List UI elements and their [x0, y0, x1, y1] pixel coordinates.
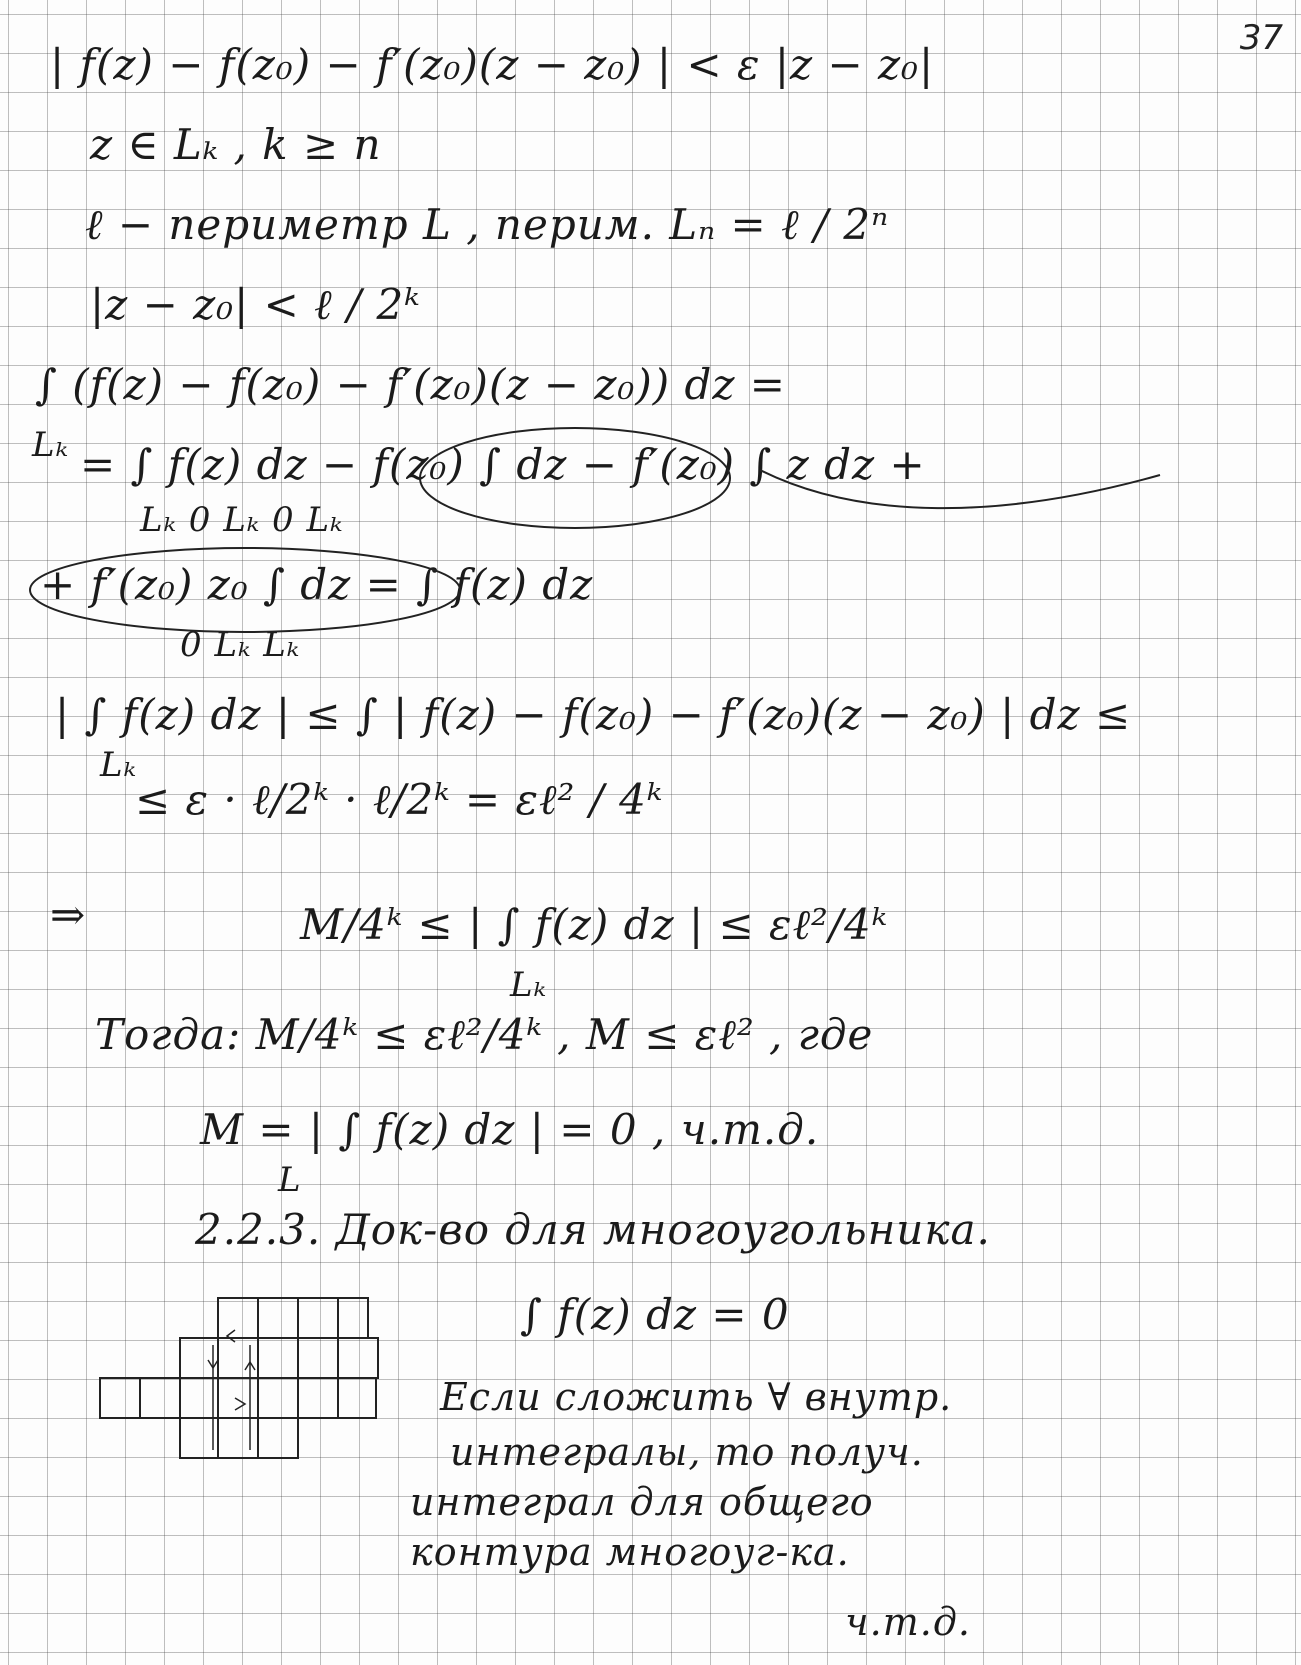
polygon-grid-sketch: [100, 1298, 378, 1458]
line-two-sided-bound-sub: Lₖ: [510, 965, 547, 1005]
cancel-ellipse-2: [30, 548, 460, 632]
line-two-sided-bound: M/4ᵏ ≤ | ∫ f(z) dz | ≤ εℓ²/4ᵏ: [300, 900, 889, 949]
line-integral-expansion-sub: Lₖ: [32, 425, 69, 465]
line-polygon-integral: ∫ f(z) dz = 0: [520, 1290, 790, 1339]
implies-arrow: ⇒: [50, 890, 87, 939]
line-integral-expansion: ∫ (f(z) − f(z₀) − f′(z₀)(z − z₀)) dz =: [35, 360, 786, 409]
line-integral-split-subs: Lₖ 0 Lₖ 0 Lₖ: [140, 500, 344, 540]
line-modulus-bound-sub: Lₖ: [100, 745, 137, 785]
text-line-2: интегралы, то получ.: [450, 1430, 924, 1474]
cancel-curve-1: [760, 470, 1160, 508]
line-estimate: ≤ ε · ℓ/2ᵏ · ℓ/2ᵏ = εℓ² / 4ᵏ: [135, 775, 664, 824]
text-line-1: Если сложить ∀ внутр.: [440, 1375, 953, 1419]
text-line-4: контура многоуг-ка.: [410, 1530, 850, 1574]
text-line-3: интеграл для общего: [410, 1480, 874, 1524]
line-modulus-bound: | ∫ f(z) dz | ≤ ∫ | f(z) − f(z₀) − f′(z₀)(z − z₀) | dz ≤: [55, 690, 1132, 739]
line-conclusion-sub: L: [278, 1160, 302, 1200]
line-perimeter: ℓ − периметр L , перим. Lₙ = ℓ / 2ⁿ: [85, 200, 890, 249]
qed-mark: ч.т.д.: [845, 1600, 971, 1644]
line-integral-split: = ∫ f(z) dz − f(z₀) ∫ dz − f′(z₀) ∫ z dz +: [80, 440, 926, 489]
line-integral-result-subs: 0 Lₖ Lₖ: [180, 625, 301, 665]
section-heading: 2.2.3. Док-во для многоугольника.: [195, 1205, 991, 1254]
line-then: Тогда: M/4ᵏ ≤ εℓ²/4ᵏ , M ≤ εℓ² , где: [95, 1010, 874, 1059]
line-integral-result: + f′(z₀) z₀ ∫ dz = ∫ f(z) dz: [40, 560, 594, 609]
line-distance-bound: |z − z₀| < ℓ / 2ᵏ: [90, 280, 421, 329]
line-inequality: | f(z) − f(z₀) − f′(z₀)(z − z₀) | < ε |z − z₀|: [50, 40, 935, 89]
page-number: 37: [1239, 18, 1283, 58]
line-z-in-lk: z ∈ Lₖ , k ≥ n: [90, 120, 382, 169]
line-conclusion: M = | ∫ f(z) dz | = 0 , ч.т.д.: [200, 1105, 820, 1154]
cancel-ellipse-1: [420, 428, 730, 528]
